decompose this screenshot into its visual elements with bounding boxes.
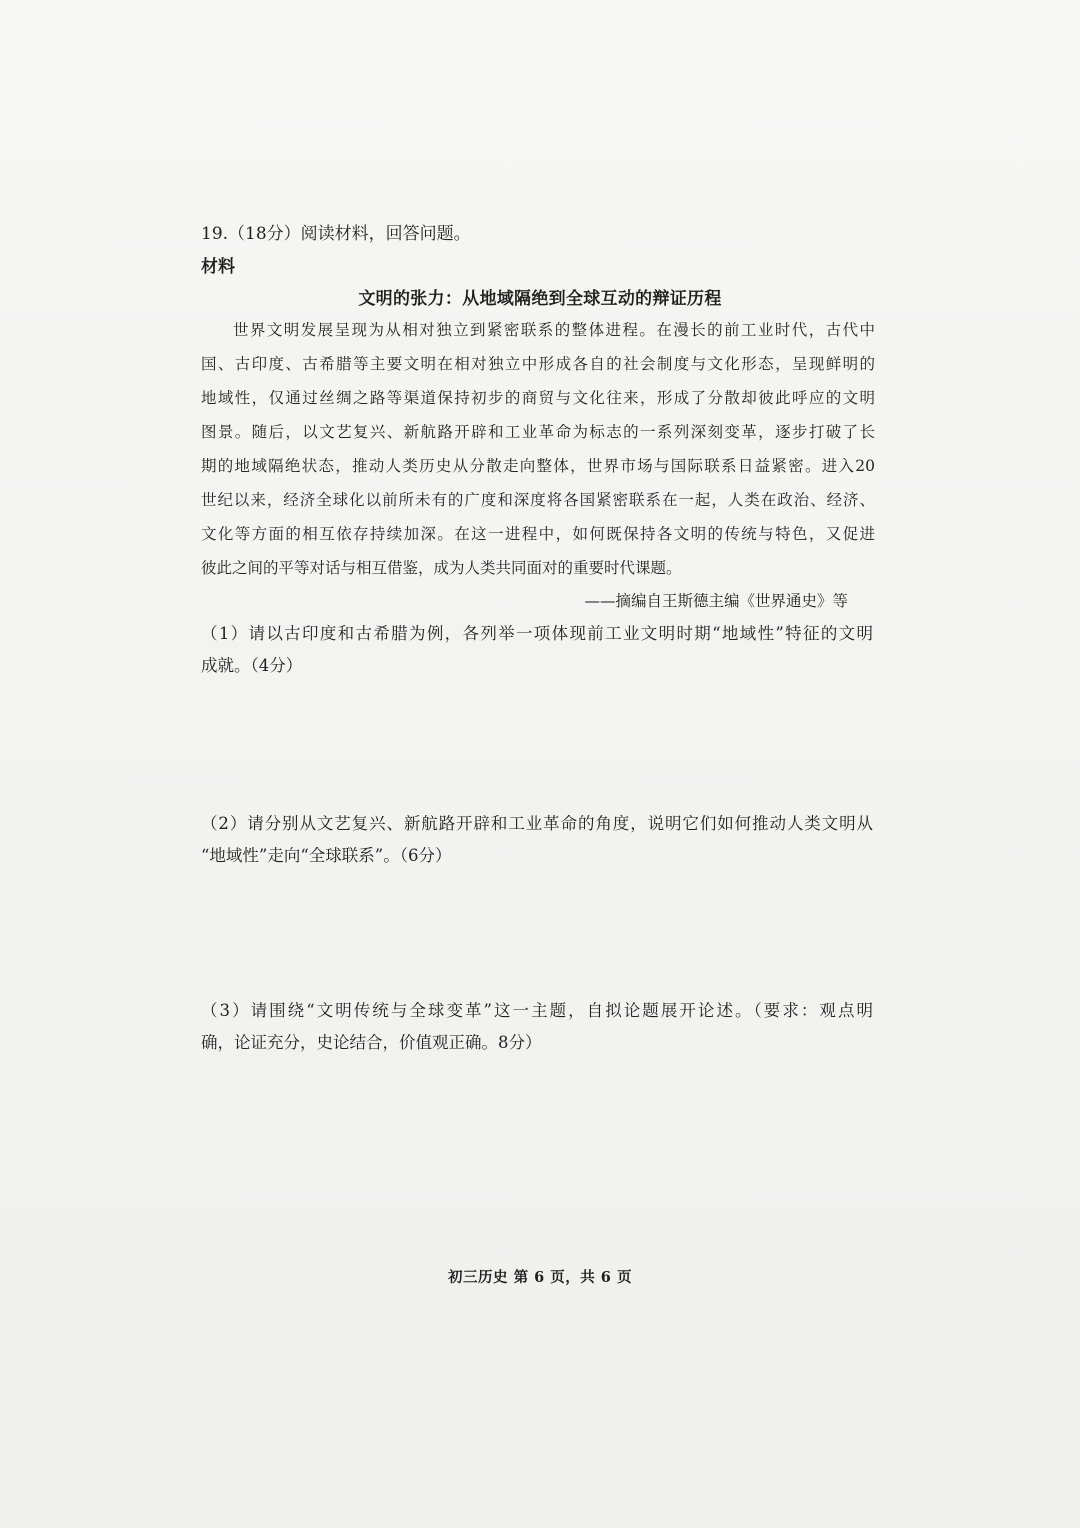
material-line: 文化等方面的相互依存持续加深。在这一进程中，如何既保持各文明的传统与特色，又促进 [201,525,875,543]
sub-question-line: 确，论证充分，史论结合，价值观正确。8分） [201,1033,542,1052]
sub-question-line: 成就。（4分） [201,656,303,675]
page-footer: 初三历史 第 6 页，共 6 页 [448,1269,632,1286]
material-label: 材料 [201,257,235,277]
sub-question-line: “地域性”走向“全球联系”。（6分） [201,846,452,865]
material-line: 地域性，仅通过丝绸之路等渠道保持初步的商贸与文化往来，形成了分散却彼此呼应的文明 [201,389,875,407]
material-line: 国、古印度、古希腊等主要文明在相对独立中形成各自的社会制度与文化形态，呈现鲜明的 [201,355,875,373]
material-title: 文明的张力：从地域隔绝到全球互动的辩证历程 [358,289,722,309]
sub-question-line: （1）请以古印度和古希腊为例，各列举一项体现前工业文明时期“地域性”特征的文明 [201,624,873,643]
sub-question-line: （2）请分别从文艺复兴、新航路开辟和工业革命的角度，说明它们如何推动人类文明从 [201,814,873,833]
material-line: 彼此之间的平等对话与相互借鉴，成为人类共同面对的重要时代课题。 [201,559,682,577]
material-line: 世纪以来，经济全球化以前所未有的广度和深度将各国紧密联系在一起，人类在政治、经济、 [201,491,875,509]
material-line: 世界文明发展呈现为从相对独立到紧密联系的整体进程。在漫长的前工业时代，古代中 [233,321,875,339]
material-source: ——摘编自王斯德主编《世界通史》等 [584,592,848,610]
material-line: 期的地域隔绝状态，推动人类历史从分散走向整体，世界市场与国际联系日益紧密。进入20 [201,457,875,475]
question-title: 19.（18分）阅读材料，回答问题。 [201,224,471,244]
sub-question-line: （3）请围绕“文明传统与全球变革”这一主题，自拟论题展开论述。（要求：观点明 [201,1001,873,1020]
material-line: 图景。随后，以文艺复兴、新航路开辟和工业革命为标志的一系列深刻变革，逐步打破了长 [201,423,875,441]
